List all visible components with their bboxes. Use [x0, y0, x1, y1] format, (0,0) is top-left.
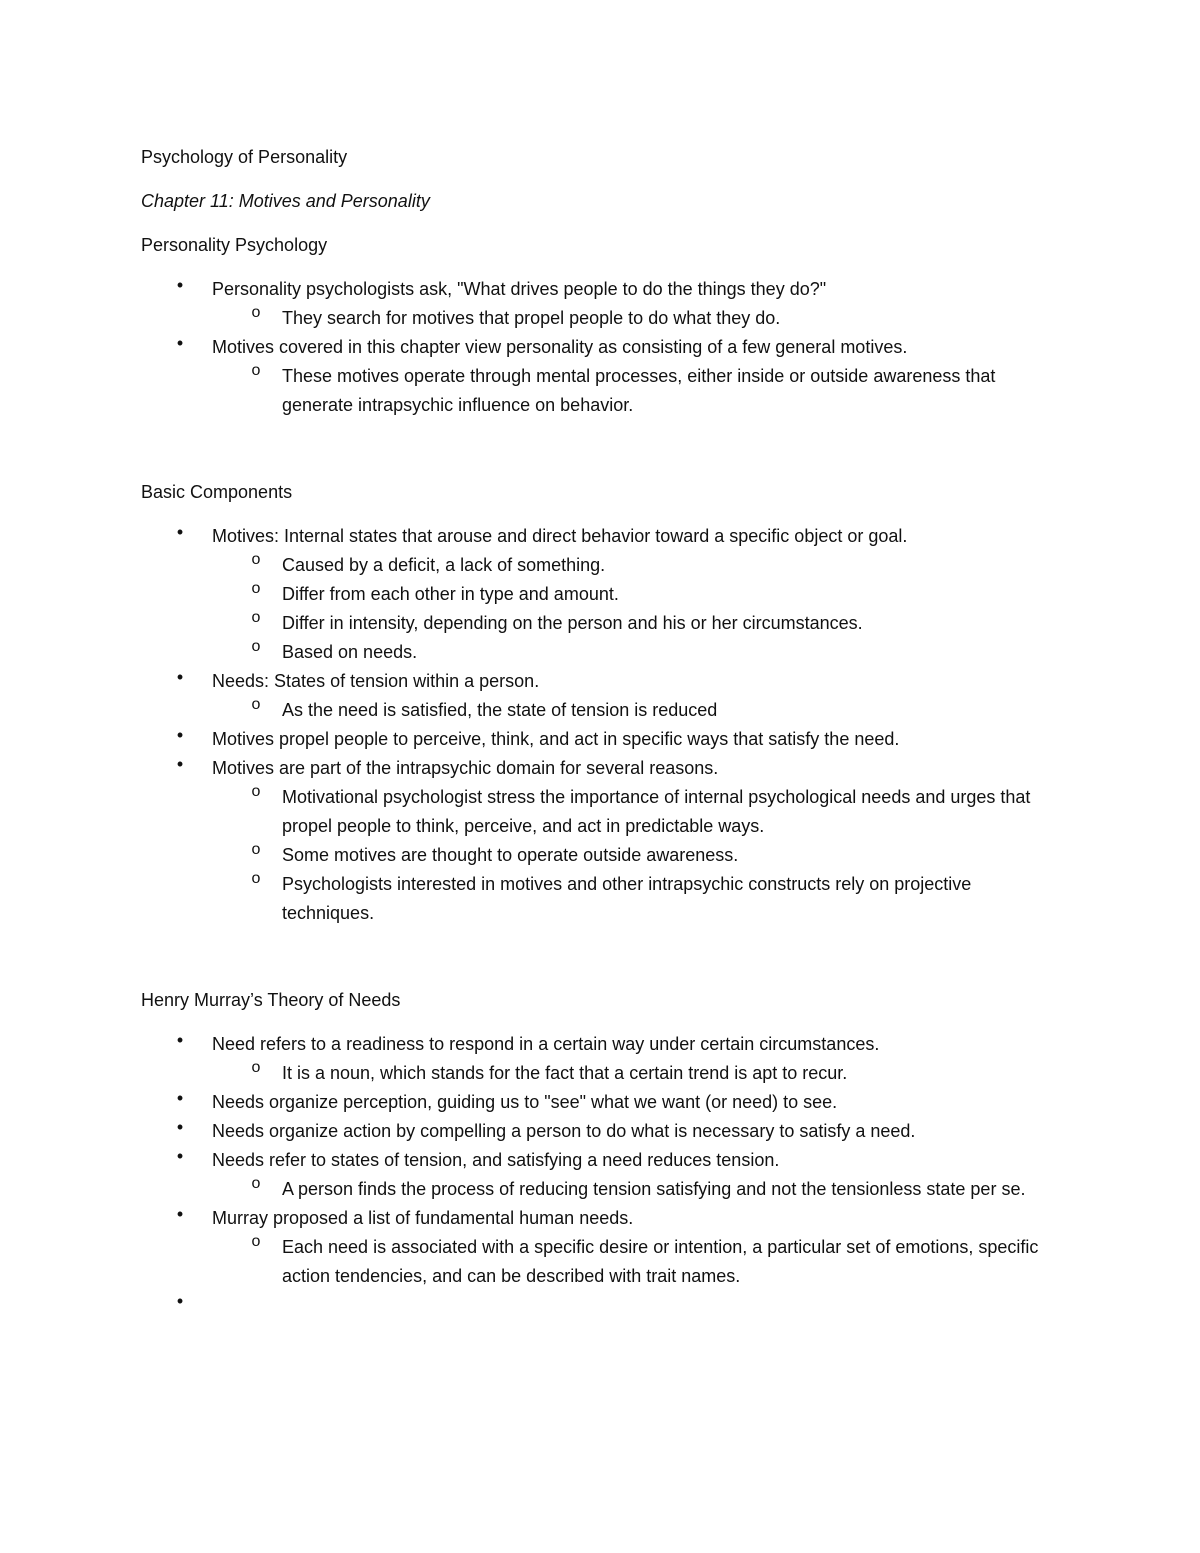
bullet-icon: • — [176, 725, 184, 745]
sub-bullet-icon: o — [251, 362, 261, 379]
sub-bullet-icon: o — [251, 304, 261, 321]
bullet-icon: • — [176, 333, 184, 353]
bullet-icon: • — [176, 1204, 184, 1224]
sub-bullet-icon: o — [251, 1233, 261, 1250]
sub-list-item-text: They search for motives that propel people to do what they do. — [282, 308, 781, 328]
sub-list-item — [141, 1233, 1061, 1291]
section-heading: Personality Psychology — [141, 235, 328, 255]
sub-list-item — [141, 783, 1061, 841]
document-body — [141, 143, 1061, 1320]
sub-list-item — [141, 580, 1061, 609]
sub-bullet-icon: o — [251, 638, 261, 655]
bullet-icon: • — [176, 1030, 184, 1050]
sub-list-item — [141, 841, 1061, 870]
section — [141, 478, 1061, 928]
sub-list-item-text: Psychologists interested in motives and other intrapsychic constructs rely on projective techniques. — [282, 874, 972, 923]
sub-list-item — [141, 609, 1061, 638]
sub-bullet-icon: o — [251, 609, 261, 626]
section — [141, 986, 1061, 1320]
list-item — [141, 725, 1061, 754]
sub-list-item-text: Based on needs. — [282, 642, 418, 662]
sub-list-item — [141, 870, 1061, 928]
sub-list-item — [141, 551, 1061, 580]
list-item — [141, 1030, 1061, 1059]
list-item-text: Motives: Internal states that arouse and direct behavior toward a specific object or goal. — [212, 526, 908, 546]
sub-bullet-icon: o — [251, 1059, 261, 1076]
sub-list-item — [141, 1059, 1061, 1088]
list-item-text — [212, 1291, 1061, 1320]
sub-bullet-icon: o — [251, 841, 261, 858]
list-item-text: Needs organize perception, guiding us to "see" what we want (or need) to see. — [212, 1092, 838, 1112]
sub-list-item-text: Differ from each other in type and amount. — [282, 584, 619, 604]
list-item-text: Needs organize action by compelling a person to do what is necessary to satisfy a need. — [212, 1121, 916, 1141]
bullet-icon: • — [176, 754, 184, 774]
sub-list-item — [141, 1175, 1061, 1204]
list-item — [141, 667, 1061, 696]
sub-list-item — [141, 362, 1061, 420]
list-item — [141, 333, 1061, 362]
list-item-text: Personality psychologists ask, "What drives people to do the things they do?" — [212, 279, 827, 299]
list-item-text: Need refers to a readiness to respond in a certain way under certain circumstances. — [212, 1034, 880, 1054]
sub-bullet-icon: o — [251, 580, 261, 597]
list-item-text: Motives covered in this chapter view personality as consisting of a few general motives. — [212, 337, 908, 357]
sub-list-item-text: A person finds the process of reducing tension satisfying and not the tensionless state per se. — [282, 1179, 1026, 1199]
sub-bullet-icon: o — [251, 1175, 261, 1192]
list-item — [141, 1146, 1061, 1175]
sub-list-item — [141, 304, 1061, 333]
sub-list-item-text: Differ in intensity, depending on the person and his or her circumstances. — [282, 613, 863, 633]
sub-list-item-text: As the need is satisfied, the state of tension is reduced — [282, 700, 718, 720]
section — [141, 231, 1061, 420]
sub-list-item-text: Each need is associated with a specific desire or intention, a particular set of emotions, specific action tendencies, and can be described with trait names. — [282, 1237, 1039, 1286]
list-item — [141, 754, 1061, 783]
list-item — [141, 1291, 1061, 1320]
list-item-text: Motives propel people to perceive, think, and act in specific ways that satisfy the need. — [212, 729, 900, 749]
bullet-icon: • — [176, 275, 184, 295]
bullet-icon: • — [176, 667, 184, 687]
list-item — [141, 1088, 1061, 1117]
section-spacer — [141, 928, 1061, 986]
bullet-icon: • — [176, 522, 184, 542]
section-heading: Henry Murray’s Theory of Needs — [141, 990, 401, 1010]
sub-bullet-icon: o — [251, 870, 261, 887]
section-spacer — [141, 420, 1061, 478]
sub-list-item — [141, 638, 1061, 667]
section-heading: Basic Components — [141, 482, 293, 502]
sub-list-item-text: It is a noun, which stands for the fact that a certain trend is apt to recur. — [282, 1063, 848, 1083]
sections-container — [141, 231, 1061, 1320]
course-title: Psychology of Personality — [141, 147, 348, 167]
sub-list-item-text: Motivational psychologist stress the importance of internal psychological needs and urges that propel people to think, perceive, and act in predictable ways. — [282, 787, 1031, 836]
bullet-list — [141, 275, 1061, 420]
bullet-icon: • — [176, 1146, 184, 1166]
bullet-icon: • — [176, 1291, 184, 1311]
sub-list-item-text: Some motives are thought to operate outside awareness. — [282, 845, 739, 865]
bullet-list — [141, 522, 1061, 928]
list-item — [141, 1204, 1061, 1233]
chapter-title: Chapter 11: Motives and Personality — [141, 191, 430, 211]
bullet-icon: • — [176, 1088, 184, 1108]
list-item — [141, 1117, 1061, 1146]
sub-bullet-icon: o — [251, 551, 261, 568]
sub-bullet-icon: o — [251, 696, 261, 713]
list-item-text: Needs refer to states of tension, and satisfying a need reduces tension. — [212, 1150, 780, 1170]
sub-list-item-text: These motives operate through mental processes, either inside or outside awareness that generate intrapsychic influence on behavior. — [282, 366, 996, 415]
list-item — [141, 275, 1061, 304]
bullet-icon: • — [176, 1117, 184, 1137]
list-item-text: Motives are part of the intrapsychic domain for several reasons. — [212, 758, 719, 778]
list-item — [141, 522, 1061, 551]
list-item-text: Needs: States of tension within a person. — [212, 671, 540, 691]
list-item-text: Murray proposed a list of fundamental human needs. — [212, 1208, 634, 1228]
sub-list-item-text: Caused by a deficit, a lack of something. — [282, 555, 606, 575]
sub-bullet-icon: o — [251, 783, 261, 800]
bullet-list — [141, 1030, 1061, 1320]
sub-list-item — [141, 696, 1061, 725]
